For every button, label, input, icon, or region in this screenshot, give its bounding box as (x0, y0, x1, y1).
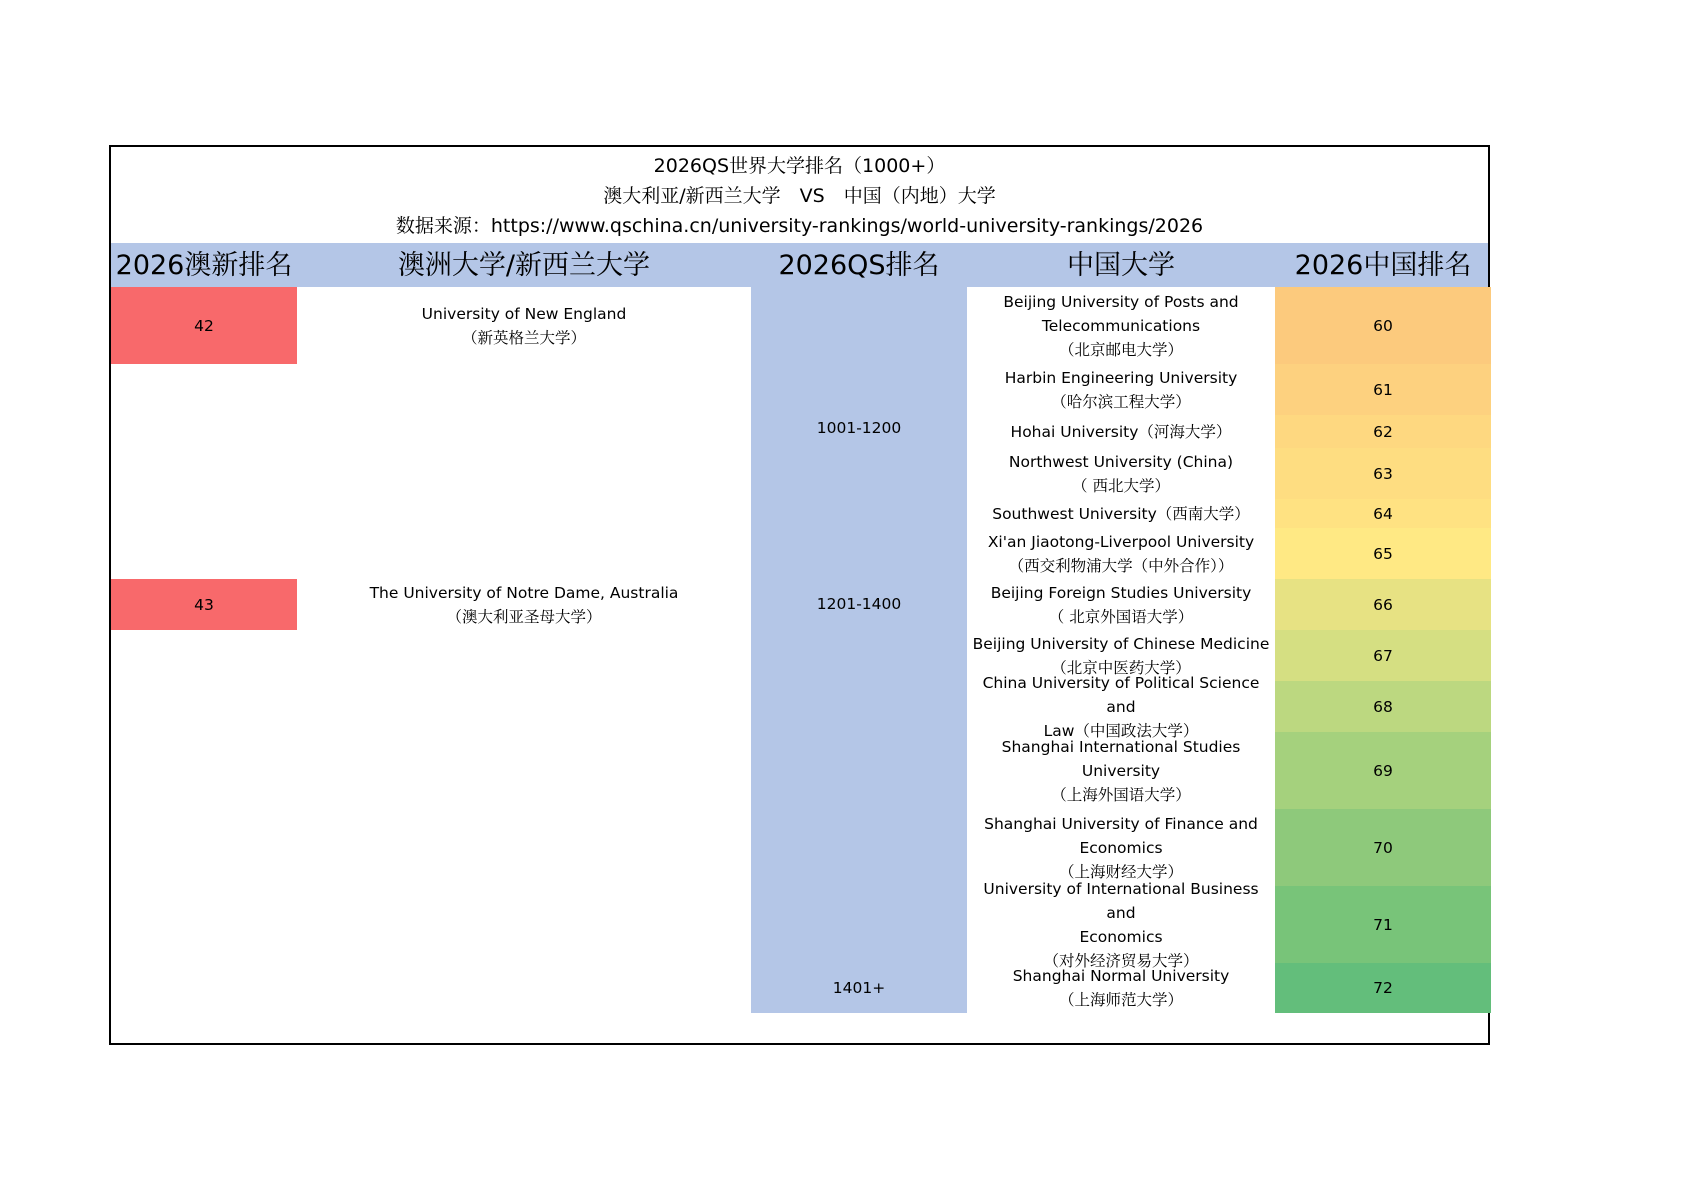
anz-university-cell (297, 579, 751, 630)
anz-university-name-en: University of New England (421, 304, 627, 323)
header-china-rank: 2026中国排名 (1294, 249, 1472, 281)
anz-rank-cell: 42 (111, 287, 297, 364)
china-university-line: China University of Political Science and (982, 673, 1260, 716)
china-university-cell (967, 879, 1275, 970)
china-university-line: （上海财经大学） (1058, 862, 1183, 881)
header-anz-rank: 2026澳新排名 (115, 249, 293, 281)
china-rank-cell: 63 (1275, 448, 1491, 499)
anz-university-cell (297, 287, 751, 364)
anz-rank-cell: 43 (111, 579, 297, 630)
china-university-line: University of International Business and (983, 879, 1259, 922)
china-university-line: （西交利物浦大学（中外合作）） (1008, 556, 1234, 575)
china-university-line: Shanghai Normal University (1012, 967, 1230, 985)
qs-band-label: 1001-1200 (816, 419, 902, 437)
china-university-line: Economics (1079, 838, 1163, 857)
china-university-line: Hohai University（河海大学） (1010, 422, 1232, 441)
china-rank-cell: 71 (1275, 886, 1491, 963)
china-university-line: University (1081, 761, 1161, 780)
qs-band-label: 1201-1400 (816, 595, 902, 613)
china-university-cell (967, 528, 1275, 579)
china-rank-cell: 68 (1275, 681, 1491, 732)
header-anz-university: 澳洲大学/新西兰大学 (397, 249, 651, 281)
china-rank-cell: 66 (1275, 579, 1491, 630)
china-university-line: （上海外国语大学） (1051, 785, 1191, 804)
header-qs-rank: 2026QS排名 (778, 249, 940, 281)
china-university-line: （ 北京外国语大学） (1048, 607, 1194, 626)
china-university-line: （北京邮电大学） (1058, 340, 1183, 359)
data-source-line: 数据来源：https://www.qschina.cn/university-rankings/world-university-rankings/2026 (395, 215, 1204, 237)
qs-rank-column (751, 287, 967, 1013)
title-line-1: 2026QS世界大学排名（1000+） (653, 155, 946, 177)
anz-university-name-en: The University of Notre Dame, Australia (369, 583, 679, 602)
china-university-line: Beijing University of Chinese Medicine (972, 634, 1270, 653)
china-rank-cell: 64 (1275, 499, 1491, 528)
china-rank-cell: 67 (1275, 630, 1491, 681)
china-university-line: Harbin Engineering University (1004, 368, 1238, 387)
china-university-cell (967, 287, 1275, 364)
title-line-2: 澳大利亚/新西兰大学 VS 中国（内地）大学 (603, 185, 996, 207)
china-university-line: （上海师范大学） (1058, 991, 1183, 1009)
china-rank-cell: 61 (1275, 364, 1491, 415)
china-university-line: Shanghai University of Finance and (984, 814, 1258, 833)
china-rank-cell: 72 (1275, 963, 1491, 1013)
china-university-cell (967, 579, 1275, 630)
china-university-cell (967, 963, 1275, 1013)
china-university-line: Law（中国政法大学） (1043, 721, 1199, 740)
china-rank-cell: 65 (1275, 528, 1491, 579)
header-china-university: 中国大学 (1067, 249, 1175, 281)
china-university-cell (967, 673, 1275, 740)
china-rank-cell: 62 (1275, 415, 1491, 448)
anz-university-name-cn: （澳大利亚圣母大学） (446, 607, 602, 626)
china-university-line: Xi'an Jiaotong-Liverpool University (987, 532, 1255, 551)
china-university-line: Beijing University of Posts and (1003, 292, 1239, 311)
china-university-line: （对外经济贸易大学） (1043, 951, 1199, 970)
china-university-cell (967, 415, 1275, 448)
china-university-line: （哈尔滨工程大学） (1051, 392, 1191, 411)
china-university-line: Northwest University (China) (1008, 452, 1234, 471)
china-university-line: （北京中医药大学） (1051, 658, 1191, 677)
anz-university-name-cn: （新英格兰大学） (461, 328, 586, 347)
china-university-cell (967, 364, 1275, 415)
china-university-line: Telecommunications (1041, 316, 1201, 335)
ranking-table-frame (109, 145, 1490, 1045)
qs-band-label: 1401+ (832, 979, 886, 997)
china-university-line: （ 西北大学） (1072, 476, 1170, 495)
china-university-line: Beijing Foreign Studies University (990, 583, 1252, 602)
china-university-cell (967, 499, 1275, 528)
china-university-cell (967, 732, 1275, 809)
china-university-line: Southwest University（西南大学） (992, 504, 1250, 523)
china-university-line: Shanghai International Studies (1001, 737, 1241, 756)
china-university-cell (967, 809, 1275, 886)
china-rank-cell: 70 (1275, 809, 1491, 886)
china-rank-cell: 69 (1275, 732, 1491, 809)
china-university-line: Economics (1079, 927, 1163, 946)
china-university-cell (967, 448, 1275, 499)
china-rank-cell: 60 (1275, 287, 1491, 364)
